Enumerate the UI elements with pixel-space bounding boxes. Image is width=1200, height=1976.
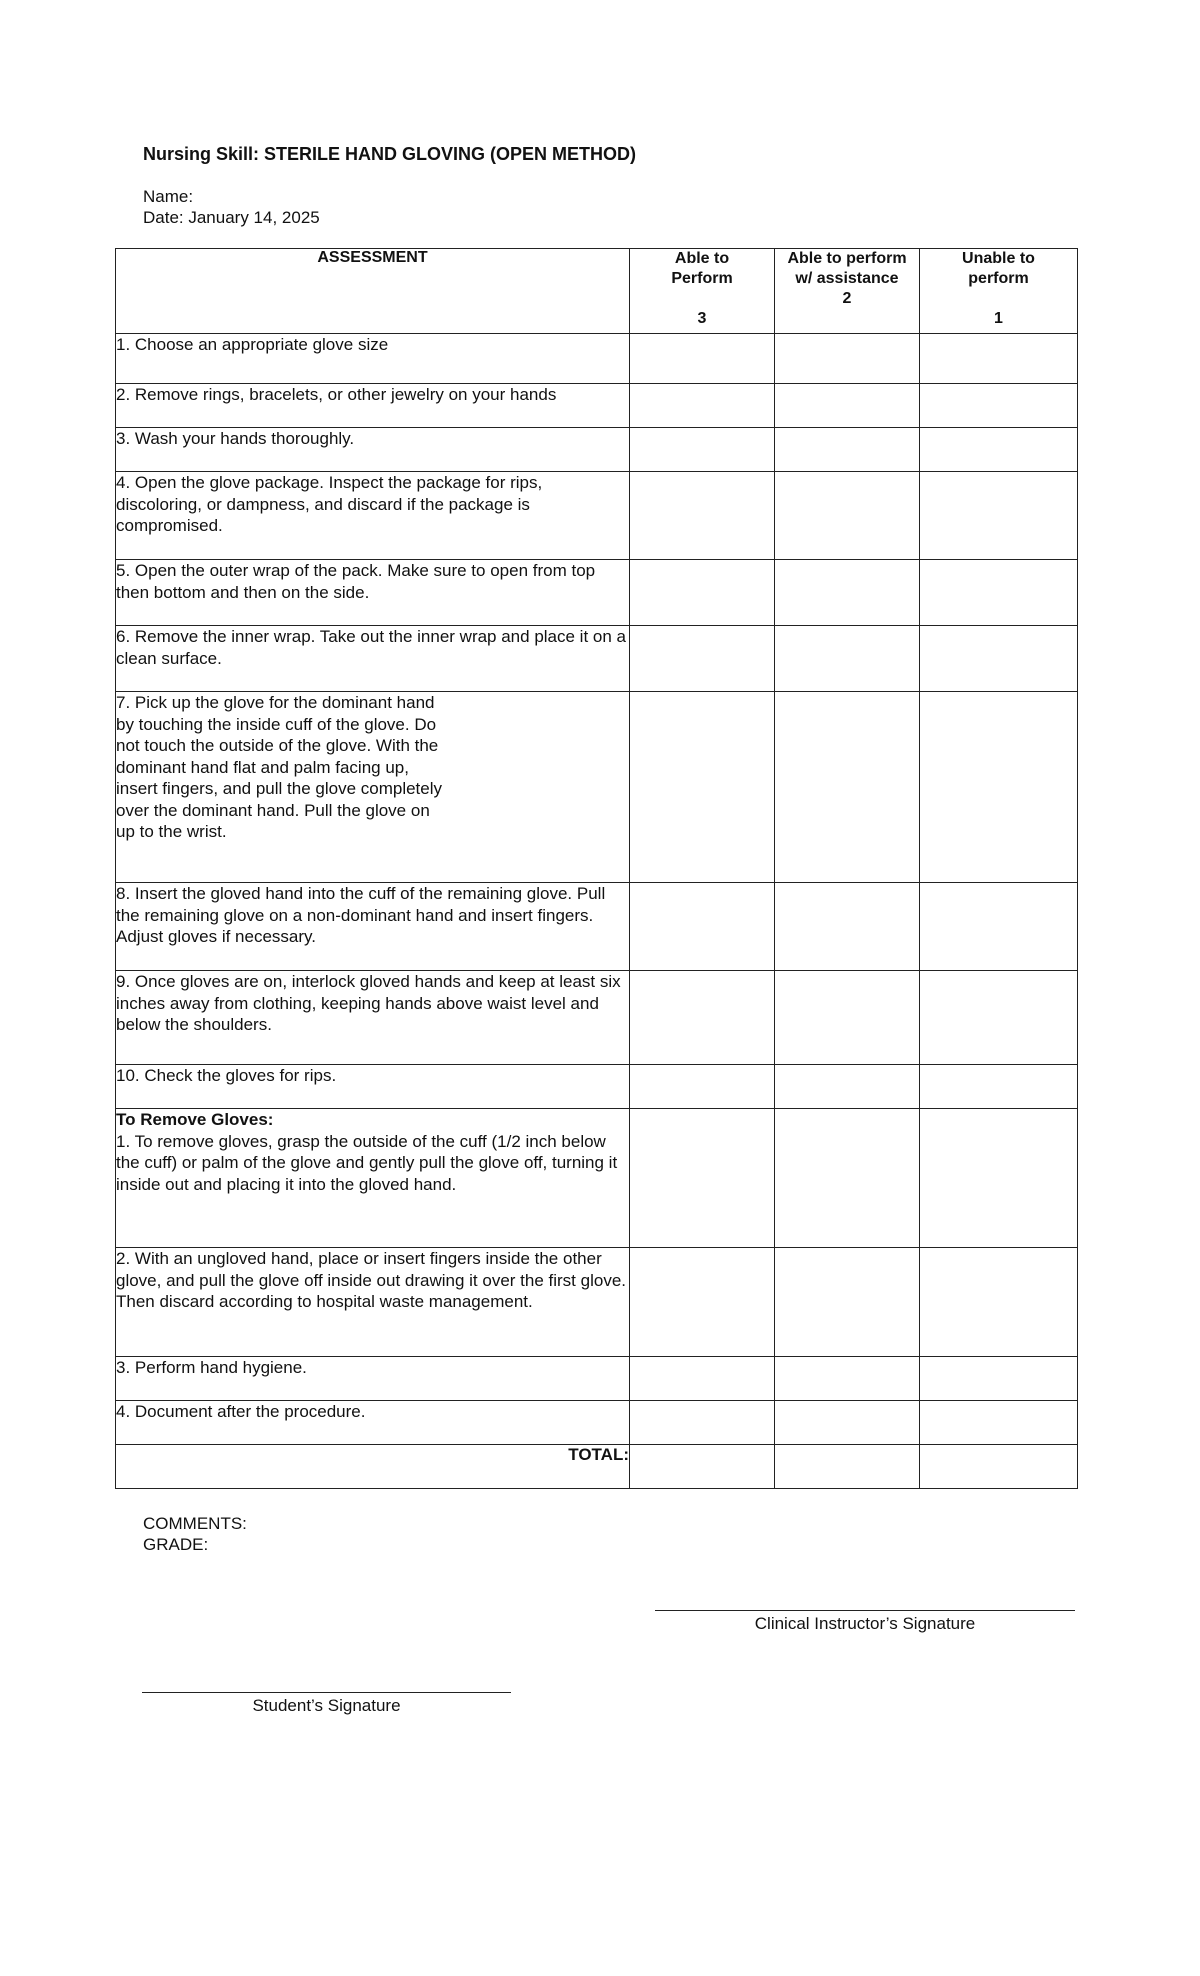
score-cell-3[interactable] (630, 626, 775, 692)
step-text: 1. To remove gloves, grasp the outside of the cuff (1/2 inch below the cuff) or palm of the glove and gently pull the glove off, turning it inside out and placing it into the gloved hand. (116, 1131, 618, 1194)
score-column-header-3 (630, 249, 775, 334)
comments-block (143, 1513, 247, 1555)
score-column-label: Unable to perform (962, 250, 1035, 287)
score-cell-3[interactable] (630, 1248, 775, 1357)
table-row (116, 334, 1078, 384)
score-column-value: 1 (994, 310, 1003, 327)
score-cell-2[interactable] (775, 1248, 920, 1357)
score-cell-2[interactable] (775, 626, 920, 692)
score-cell-2[interactable] (775, 1065, 920, 1109)
score-cell-1[interactable] (920, 560, 1078, 626)
name-label: Name: (143, 187, 194, 206)
score-cell-1[interactable] (920, 334, 1078, 384)
total-cell-3[interactable] (630, 1445, 775, 1489)
score-cell-1[interactable] (920, 384, 1078, 428)
score-cell-3[interactable] (630, 560, 775, 626)
score-cell-1[interactable] (920, 692, 1078, 883)
step-text: 7. Pick up the glove for the dominant hand by touching the inside cuff of the glove. Do not touch the outside of the glove. With the dominant hand flat and palm facing up, insert fingers, and pull the glove completely over the dominant hand. Pull the glove on up to the wrist. (116, 693, 443, 841)
instructor-signature-label: Clinical Instructor’s Signature (754, 1614, 976, 1633)
score-cell-3[interactable] (630, 334, 775, 384)
score-column-label: Able to perform w/ assistance (787, 250, 907, 287)
step-text: 2. Remove rings, bracelets, or other jewelry on your hands (116, 384, 630, 428)
table-row (116, 384, 1078, 428)
score-cell-2[interactable] (775, 692, 920, 883)
table-row (116, 1248, 1078, 1357)
table-row (116, 883, 1078, 971)
score-cell-1[interactable] (920, 1065, 1078, 1109)
step-text: 3. Wash your hands thoroughly. (116, 428, 630, 472)
table-row (116, 626, 1078, 692)
score-cell-1[interactable] (920, 1357, 1078, 1401)
table-row (116, 1109, 1078, 1248)
score-column-header-1 (920, 249, 1078, 334)
score-cell-2[interactable] (775, 384, 920, 428)
score-cell-1[interactable] (920, 971, 1078, 1065)
step-cell (116, 1109, 630, 1248)
table-row (116, 428, 1078, 472)
score-cell-3[interactable] (630, 1065, 775, 1109)
score-cell-1[interactable] (920, 428, 1078, 472)
score-cell-3[interactable] (630, 883, 775, 971)
score-cell-3[interactable] (630, 1109, 775, 1248)
score-cell-2[interactable] (775, 971, 920, 1065)
remove-gloves-heading: To Remove Gloves: (116, 1110, 274, 1129)
assessment-column-header: ASSESSMENT (116, 249, 630, 334)
score-column-label: Able to Perform (671, 250, 733, 287)
table-row (116, 1401, 1078, 1445)
score-cell-3[interactable] (630, 692, 775, 883)
table-header-row (116, 249, 1078, 334)
score-cell-3[interactable] (630, 428, 775, 472)
score-cell-2[interactable] (775, 472, 920, 560)
total-row (116, 1445, 1078, 1489)
assessment-table (115, 248, 1078, 1489)
page-title: Nursing Skill: STERILE HAND GLOVING (OPEN METHOD) (143, 144, 637, 164)
table-row (116, 1065, 1078, 1109)
step-text: 2. With an ungloved hand, place or insert fingers inside the other glove, and pull the glove off inside out drawing it over the first glove. Then discard according to hospital waste management. (116, 1248, 630, 1357)
score-cell-2[interactable] (775, 1357, 920, 1401)
score-cell-1[interactable] (920, 883, 1078, 971)
score-cell-3[interactable] (630, 971, 775, 1065)
score-cell-1[interactable] (920, 472, 1078, 560)
step-text: 4. Document after the procedure. (116, 1401, 630, 1445)
score-cell-1[interactable] (920, 1248, 1078, 1357)
score-cell-2[interactable] (775, 883, 920, 971)
step-text: 4. Open the glove package. Inspect the package for rips, discoloring, or dampness, and discard if the package is compromised. (116, 472, 630, 560)
score-cell-1[interactable] (920, 626, 1078, 692)
score-column-value: 3 (697, 310, 707, 327)
score-column-header-2 (775, 249, 920, 334)
student-signature-label: Student’s Signature (252, 1696, 401, 1715)
score-cell-3[interactable] (630, 1357, 775, 1401)
score-cell-3[interactable] (630, 472, 775, 560)
score-cell-3[interactable] (630, 1401, 775, 1445)
table-row (116, 692, 1078, 883)
score-cell-2[interactable] (775, 1401, 920, 1445)
table-row (116, 560, 1078, 626)
total-label: TOTAL: (116, 1445, 630, 1489)
step-text: 5. Open the outer wrap of the pack. Make sure to open from top then bottom and then on the side. (116, 560, 630, 626)
score-cell-3[interactable] (630, 384, 775, 428)
score-cell-2[interactable] (775, 334, 920, 384)
table-row (116, 1357, 1078, 1401)
date-label: Date: January 14, 2025 (143, 208, 320, 227)
score-cell-1[interactable] (920, 1109, 1078, 1248)
step-text: 1. Choose an appropriate glove size (116, 334, 630, 384)
step-cell (116, 692, 630, 883)
score-cell-2[interactable] (775, 428, 920, 472)
step-text: 10. Check the gloves for rips. (116, 1065, 630, 1109)
total-cell-1[interactable] (920, 1445, 1078, 1489)
step-text: 3. Perform hand hygiene. (116, 1357, 630, 1401)
step-text: 8. Insert the gloved hand into the cuff of the remaining glove. Pull the remaining glove on a non-dominant hand and insert fingers. Adjust gloves if necessary. (116, 883, 630, 971)
comments-label: COMMENTS: (143, 1514, 247, 1533)
score-cell-2[interactable] (775, 1109, 920, 1248)
table-row (116, 971, 1078, 1065)
student-signature-line[interactable] (142, 1692, 511, 1693)
step-text: 9. Once gloves are on, interlock gloved hands and keep at least six inches away from clothing, keeping hands above waist level and below the shoulders. (116, 971, 630, 1065)
total-cell-2[interactable] (775, 1445, 920, 1489)
table-row (116, 472, 1078, 560)
grade-label: GRADE: (143, 1535, 209, 1554)
score-cell-2[interactable] (775, 560, 920, 626)
instructor-signature-line[interactable] (655, 1610, 1075, 1611)
score-column-value: 2 (842, 290, 852, 307)
score-cell-1[interactable] (920, 1401, 1078, 1445)
step-text: 6. Remove the inner wrap. Take out the inner wrap and place it on a clean surface. (116, 626, 630, 692)
